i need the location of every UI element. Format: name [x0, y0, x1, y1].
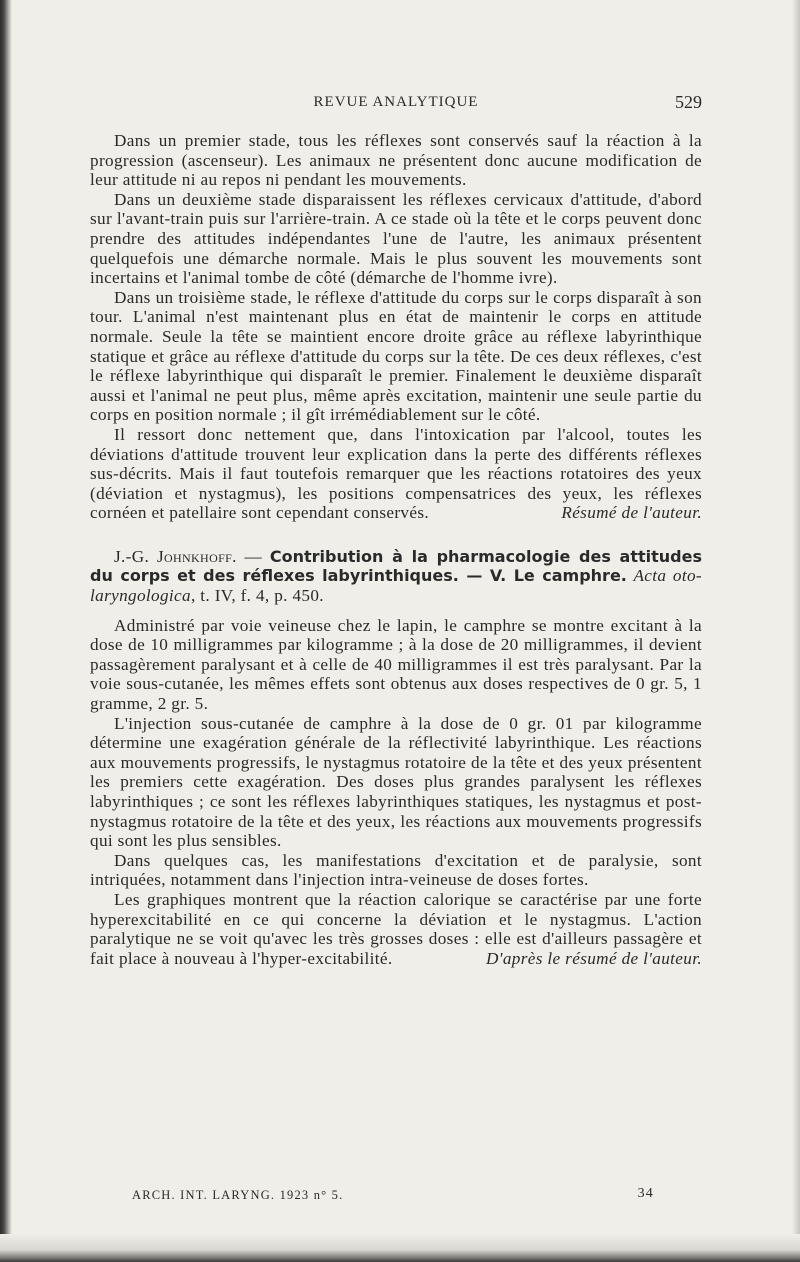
page-right-edge [792, 0, 800, 1262]
article1-paragraph: Dans un deuxième stade disparaissent les réflexes cervicaux d'attitude, d'abord sur l'avant-train puis sur l'arrière-train. A ce stade où la tête et le corps peuvent donc prendre des attitudes indépendantes l'une de l'autre, les animaux présentent quelquefois une démarche normale. Mais le plus souvent les mouvements sont incertains et l'animal tombe de côté (démarche de l'homme ivre). [90, 189, 702, 288]
article2-paragraph: L'injection sous-cutanée de camphre à la dose de 0 gr. 01 par kilogramme détermine une exagération générale de la réflectivité labyrinthique. Les réactions aux mouvements progressifs, le nystagmus rotatoire de la tête et des yeux présentent les premiers cette exagération. Des doses plus grandes paralysent les réflexes labyrinthiques ; ce sont les réflexes labyrinthiques statiques, les nystagmus et post-nystagmus rotatoire de la tête et des yeux, les réactions aux mouvements progressifs qui sont les plus sensibles. [90, 713, 702, 851]
running-header [90, 92, 702, 114]
article2-author: J.-G. Johnkhoff. [114, 546, 237, 566]
article2-signature: D'après le résumé de l'auteur. [486, 948, 702, 968]
running-title: REVUE ANALYTIQUE [313, 94, 479, 110]
article1-signature: Résumé de l'auteur. [561, 503, 702, 523]
article2-reference [90, 547, 702, 606]
article2-dash: — [236, 546, 270, 566]
article2-title: Contribution à la pharmacologie des attitudes du corps et des réflexes labyrinthiques. — V. Le camphre. [90, 546, 702, 586]
article1-paragraph: Dans un premier stade, tous les réflexes sont conservés sauf la réaction à la progression (ascenseur). Les animaux ne présentent donc aucune modification de leur attitude ni au repos ni pendant les mouvements. [90, 131, 702, 190]
page-number: 529 [675, 92, 702, 112]
article1-paragraph: Dans un troisième stade, le réflexe d'attitude du corps sur le corps disparaît à son tour. L'animal n'est maintenant plus en état de maintenir le corps en attitude normale. Seule la tête se maintient encore droite grâce au réflexe labyrinthique statique et grâce au réflexe d'attitude du corps sur la tête. De ces deux réflexes, c'est le réflexe labyrinthique qui disparaît le premier. Finalement le deuxième disparaît aussi et l'animal ne peut plus, même après excitation, maintenir une seule partie du corps en position normale ; il gît irrémédiablement sur le côté. [90, 287, 702, 425]
page-bottom-edge [0, 1234, 800, 1262]
article2-paragraph: Administré par voie veineuse chez le lapin, le camphre se montre excitant à la dose de 10 milligrammes par kilogramme ; à la dose de 20 milligrammes, il devient passagèrement paralysant et à celle de 40 milligrammes il est très paralysant. Par la voie sous-cutanée, les mêmes effets sont obtenus aux doses respectives de 0 gr. 5, 1 gramme, 2 gr. 5. [90, 615, 702, 714]
article2-citation: , t. IV, f. 4, p. 450. [190, 586, 324, 606]
article2-paragraph: Les graphiques montrent que la réaction calorique se caractérise par une forte hyperexcitabilité en ce qui concerne la déviation et le nystagmus. L'action paralytique ne se voit qu'avec les très grosses doses : elle est d'ailleurs passagère et fait place à nouveau à l'hyper-excitabilité. [90, 889, 702, 968]
spacer [90, 606, 702, 616]
article2-paragraph: Dans quelques cas, les manifestations d'excitation et de paralysie, sont intriquées, notamment dans l'injection intra-veineuse de doses fortes. [90, 850, 702, 890]
article1-paragraph: Il ressort donc nettement que, dans l'intoxication par l'alcool, toutes les déviations d'attitude trouvent leur explication dans la perte des différents réflexes sus-décrits. Mais il faut toutefois remarquer que les réactions rotatoires des yeux (déviation et nystagmus), les positions compensatrices des yeux, les réflexes cornéen et patellaire sont cependant conservés. [90, 424, 702, 523]
footer-signature-mark: 34 [637, 1186, 654, 1201]
text-column [90, 131, 702, 968]
article2-journal: Acta oto-laryngologica [90, 566, 703, 606]
page-gutter-shadow [0, 0, 12, 1262]
footer-journal-ref: ARCH. INT. LARYNG. 1923 n° 5. [132, 1188, 344, 1202]
